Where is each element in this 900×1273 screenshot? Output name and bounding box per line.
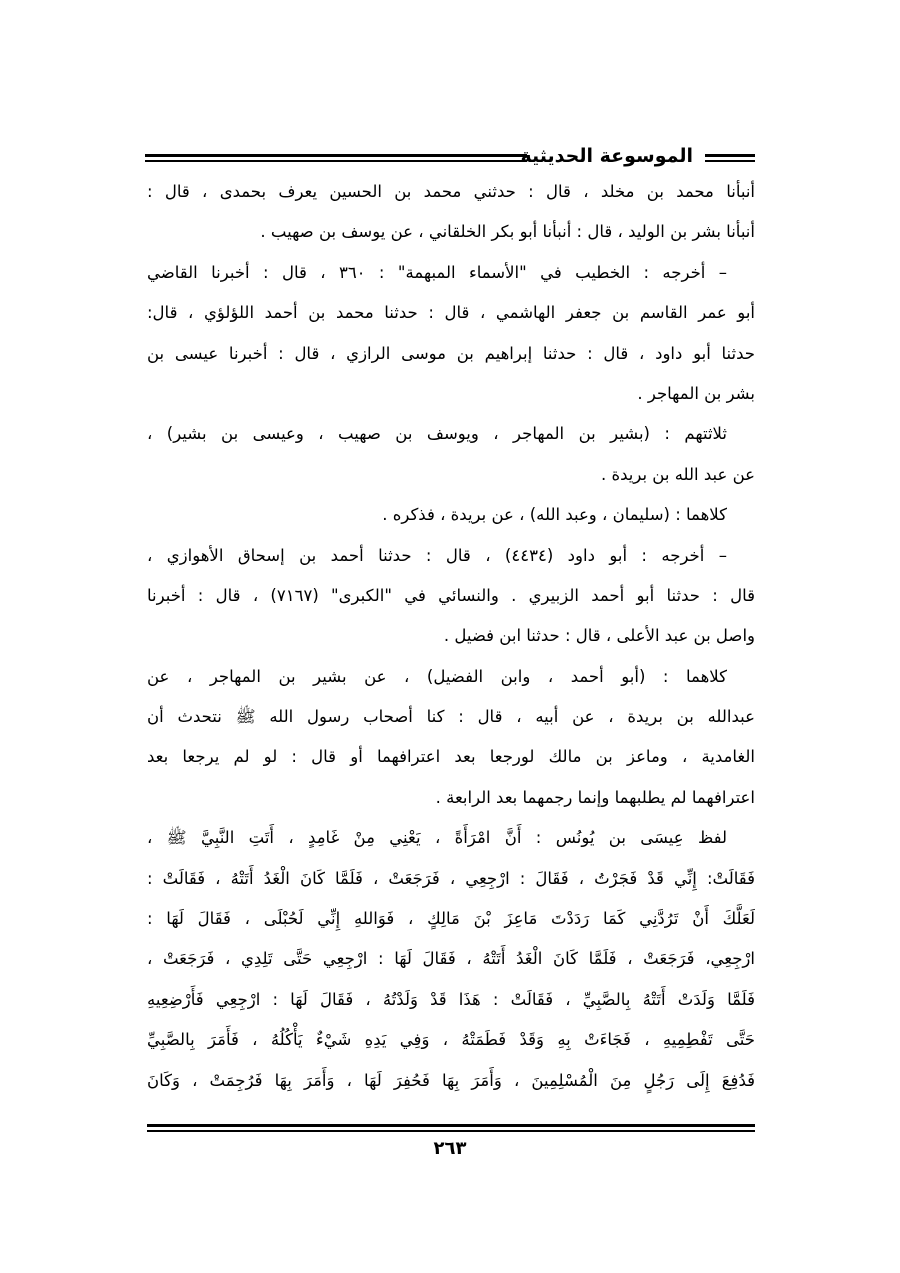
text-line: الغامدية ، وماعز بن مالك لورجعا بعد اعترافهما أو قال : لو لم يرجعا بعد <box>147 747 755 767</box>
text-line: فَدُفِعَ إِلَى رَجُلٍ مِنَ الْمُسْلِمِينَ ، وَأَمَرَ بِهَا فَحُفِرَ لَهَا ، وَأَمَرَ بِهَا فَرُجِمَتْ ، وَكَانَ <box>147 1070 755 1090</box>
text-line: – أخرجه : أبو داود (٤٤٣٤) ، قال : حدثنا أحمد بن إسحاق الأهوازي ، <box>147 545 727 565</box>
page-number: ٢٦٣ <box>433 1138 467 1159</box>
text-line: لَعَلَّكَ أَنْ تَرُدَّنِي كَمَا رَدَدْتَ مَاعِزَ بْنَ مَالِكٍ ، فَوَاللهِ إِنِّي لَحُبْلَى ، فَقَالَ لَهَا : <box>147 909 755 929</box>
text-line: فَلَمَّا وَلَدَتْ أَتَتْهُ بِالصَّبِيِّ ، فَقَالَتْ : هَذَا قَدْ وَلَدْتُهُ ، فَقَالَ لَهَا : ارْجِعِي فَأَرْضِعِيهِ <box>147 989 755 1009</box>
page-body <box>147 172 755 1101</box>
text-line: فَقَالَتْ: إِنِّي قَدْ فَجَرْتُ ، فَقَالَ : ارْجِعِي ، فَرَجَعَتْ ، فَلَمَّا كَانَ الْغَدُ أَتَتْهُ ، فَقَالَتْ : <box>147 868 755 888</box>
text-line: اعترافهما لم يطلبهما وإنما رجمهما بعد الرابعة . <box>435 787 755 807</box>
text-line: واصل بن عبد الأعلى ، قال : حدثنا ابن فضيل . <box>443 626 755 646</box>
text-line: أبو عمر القاسم بن جعفر الهاشمي ، قال : حدثنا محمد بن أحمد اللؤلؤي ، قال: <box>147 303 755 323</box>
text-line: أنبأنا محمد بن مخلد ، قال : حدثني محمد بن الحسين يعرف بحمدى ، قال : <box>147 182 755 201</box>
book-title: الموسوعة الحديثية <box>520 145 693 167</box>
text-line: عبدالله بن بريدة ، عن أبيه ، قال : كنا أصحاب رسول الله ﷺ نتحدث أن <box>147 707 755 727</box>
text-line: أنبأنا بشر بن الوليد ، قال : أنبأنا أبو بكر الخلقاني ، عن يوسف بن صهيب . <box>260 222 755 242</box>
header-rule-short <box>705 154 755 162</box>
text-line: حدثنا أبو داود ، قال : حدثنا إبراهيم بن موسى الرازي ، قال : أخبرنا عيسى بن <box>147 343 755 363</box>
text-line: كلاهما : (أبو أحمد ، وابن الفضيل) ، عن بشير بن المهاجر ، عن <box>147 666 727 686</box>
text-line: بشر بن المهاجر . <box>637 383 755 403</box>
header-rule-long <box>145 154 527 162</box>
text-line: – أخرجه : الخطيب في "الأسماء المبهمة" : ٣٦٠ ، قال : أخبرنا القاضي <box>147 262 727 282</box>
text-line: لفظ عِيسَى بن يُونُس : أَنَّ امْرَأَةً ، يَعْنِي مِنْ غَامِدٍ ، أَتَتِ النَّبِيَّ ﷺ ، <box>147 828 727 848</box>
page-header <box>145 142 755 174</box>
text-line: ارْجِعِي، فَرَجَعَتْ ، فَلَمَّا كَانَ الْغَدُ أَتَتْهُ ، فَقَالَ لَهَا : ارْجِعِي حَتَّى تَلِدِي ، فَرَجَعَتْ ، <box>147 949 755 969</box>
text-line: كلاهما : (سليمان ، وعبد الله) ، عن بريدة ، فذكره . <box>382 505 727 525</box>
text-line: عن عبد الله بن بريدة . <box>600 464 755 484</box>
text-line: ثلاثتهم : (بشير بن المهاجر ، ويوسف بن صهيب ، وعيسى بن بشير) ، <box>147 424 727 444</box>
text-line: حَتَّى تَفْطِمِيهِ ، فَجَاءَتْ بِهِ وَقَدْ فَطَمَتْهُ ، وَفِي يَدِهِ شَيْءٌ يَأْكُلُهُ ، فَأَمَرَ بِالصَّبِيِّ <box>147 1030 755 1050</box>
footer-rule <box>147 1124 755 1132</box>
text-line: قال : حدثنا أبو أحمد الزبيري . والنسائي في "الكبرى" (٧١٦٧) ، قال : أخبرنا <box>147 585 755 605</box>
